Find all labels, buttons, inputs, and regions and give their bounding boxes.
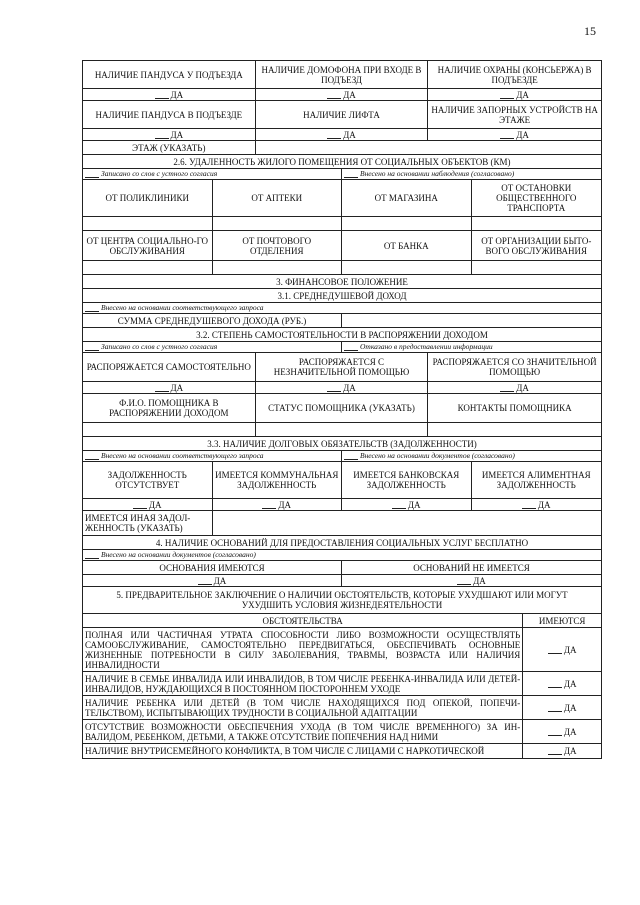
section-3-3-title: 3.3. НАЛИЧИЕ ДОЛГОВЫХ ОБЯЗАТЕЛЬСТВ (ЗАДОЛЖЕННОСТИ) bbox=[207, 438, 477, 449]
section-3-2-title-row bbox=[83, 328, 601, 342]
self-manages-label: РАСПОРЯЖАЕТСЯ САМОСТОЯТЕЛЬНО bbox=[83, 353, 256, 381]
da-checkbox[interactable]: ДА bbox=[256, 89, 429, 100]
distance-field[interactable] bbox=[342, 261, 472, 274]
da-checkbox[interactable]: ДА bbox=[83, 499, 213, 510]
alimony-debt-label: ИМЕЕТСЯ АЛИМЕНТНАЯ ЗАДОЛЖЕННОСТЬ bbox=[481, 470, 591, 490]
other-debt-row bbox=[83, 511, 601, 536]
option-verbal[interactable]: Записано со слов с устного согласия bbox=[83, 342, 342, 352]
distance-values-row-2 bbox=[83, 261, 601, 275]
circumstance-row bbox=[83, 720, 601, 744]
concierge-label: НАЛИЧИЕ ОХРАНЫ (КОНСЬЕРЖА) В ПОДЪЕЗДЕ bbox=[437, 64, 592, 85]
grounds-yes-label: ОСНОВАНИЯ ИМЕЮТСЯ bbox=[83, 561, 342, 574]
circumstance-text: НАЛИЧИЕ РЕБЕНКА ИЛИ ДЕТЕЙ (В ТОМ ЧИСЛЕ НАХОДЯЩИХСЯ ПОД ОПЕКОЙ, ПОПЕЧИ-ТЕЛЬСТВОМ), ИСПЫТЫВАЮЩИХ ТРУДНОСТИ В СОЦИАЛЬНОЙ АДАПТАЦИИ bbox=[83, 696, 523, 719]
distance-row-1 bbox=[83, 180, 601, 217]
section-4-title-row bbox=[83, 536, 601, 550]
circumstance-text: ОТСУТСТВИЕ ВОЗМОЖНОСТИ ОБЕСПЕЧЕНИЯ УХОДА (В ТОМ ЧИСЛЕ ВРЕМЕННОГО) ЗА ИН-ВАЛИДОМ, РЕБЕНКОМ, ДЕТЬМИ, А ТАКЖЕ ОТСУТСТВИЕ ПОПЕЧЕНИЯ НАД НИМИ bbox=[83, 720, 523, 743]
form-table bbox=[82, 60, 602, 759]
section-2-6-options bbox=[83, 169, 601, 180]
distance-pharmacy-label: ОТ АПТЕКИ bbox=[213, 180, 343, 216]
distance-row-2 bbox=[83, 231, 601, 261]
section-5-title-row bbox=[83, 587, 601, 614]
floor-row bbox=[83, 141, 601, 155]
da-checkbox[interactable]: ДА bbox=[342, 499, 472, 510]
income-label: СУММА СРЕДНЕДУШЕВОГО ДОХОДА (РУБ.) bbox=[83, 314, 342, 327]
ramp-inside-label: НАЛИЧИЕ ПАНДУСА В ПОДЪЕЗДЕ bbox=[83, 101, 256, 128]
minor-help-label: РАСПОРЯЖАЕТСЯ С НЕЗНАЧИТЕЛЬНОЙ ПОМОЩЬЮ bbox=[256, 353, 429, 381]
amenities-row-1 bbox=[83, 61, 601, 89]
income-control-da-row bbox=[83, 382, 601, 394]
da-checkbox[interactable]: ДА bbox=[342, 575, 601, 586]
circumstance-text: ПОЛНАЯ ИЛИ ЧАСТИЧНАЯ УТРАТА СПОСОБНОСТИ ЛИБО ВОЗМОЖНОСТИ ОСУЩЕСТВЛЯТЬ САМООБСЛУЖИВАНИЕ, САМОСТОЯТЕЛЬНО ПЕРЕДВИГАТЬСЯ, ОБЕСПЕЧИВАТЬ ОСНОВНЫЕ ЖИЗНЕННЫЕ ПОТРЕБНОСТИ В СИЛУ ЗАБОЛЕВАНИЯ, ТРАВМЫ, ВОЗРАСТА ИЛИ НАЛИЧИЯ ИНВАЛИДНОСТИ bbox=[83, 628, 523, 671]
distance-field[interactable] bbox=[213, 261, 343, 274]
option-documents[interactable]: Внесено на основании документов (согласовано) bbox=[342, 451, 601, 461]
da-checkbox[interactable]: ДА bbox=[472, 499, 602, 510]
locking-devices-label: НАЛИЧИЕ ЗАПОРНЫХ УСТРОЙСТВ НА ЭТАЖЕ bbox=[431, 104, 598, 125]
ramp-entrance-label: НАЛИЧИЕ ПАНДУСА У ПОДЪЕЗДА bbox=[83, 61, 256, 88]
floor-label: ЭТАЖ (УКАЗАТЬ) bbox=[83, 141, 256, 154]
da-checkbox[interactable]: ДА bbox=[256, 129, 429, 140]
distance-values-row-1 bbox=[83, 217, 601, 231]
helper-row bbox=[83, 394, 601, 423]
grounds-da-row bbox=[83, 575, 601, 587]
da-checkbox[interactable]: ДА bbox=[213, 499, 343, 510]
da-checkbox[interactable]: ДА bbox=[523, 672, 601, 695]
distance-field[interactable] bbox=[472, 217, 602, 230]
major-help-label: РАСПОРЯЖАЕТСЯ СО ЗНАЧИТЕЛЬНОЙ ПОМОЩЬЮ bbox=[432, 357, 597, 377]
section-4-title: 4. НАЛИЧИЕ ОСНОВАНИЙ ДЛЯ ПРЕДОСТАВЛЕНИЯ СОЦИАЛЬНЫХ УСЛУГ БЕСПЛАТНО bbox=[155, 537, 529, 548]
helper-values-row bbox=[83, 423, 601, 437]
distance-shop-label: ОТ МАГАЗИНА bbox=[342, 180, 472, 216]
option-observation[interactable]: Внесено на основании наблюдения (согласовано) bbox=[342, 169, 601, 179]
da-checkbox[interactable]: ДА bbox=[428, 382, 601, 393]
section-5-title: 5. ПРЕДВАРИТЕЛЬНОЕ ЗАКЛЮЧЕНИЕ О НАЛИЧИИ ОБСТОЯТЕЛЬСТВ, КОТОРЫЕ УХУДШАЮТ ИЛИ МОГУТ УХУДШИТЬ УСЛОВИЯ ЖИЗНЕДЕЯТЕЛЬНОСТИ bbox=[116, 590, 568, 610]
da-checkbox[interactable]: ДА bbox=[83, 382, 256, 393]
bank-debt-label: ИМЕЕТСЯ БАНКОВСКАЯ ЗАДОЛЖЕННОСТЬ bbox=[342, 462, 472, 498]
income-control-row bbox=[83, 353, 601, 382]
section-5-header-row bbox=[83, 614, 601, 628]
option-documents[interactable]: Внесено на основании документов (согласовано) bbox=[83, 550, 601, 560]
present-header: ИМЕЮТСЯ bbox=[538, 615, 586, 626]
da-checkbox[interactable]: ДА bbox=[523, 628, 601, 671]
circumstances-header: ОБСТОЯТЕЛЬСТВА bbox=[83, 614, 523, 627]
circumstance-row bbox=[83, 672, 601, 696]
section-3-title: 3. ФИНАНСОВОЕ ПОЛОЖЕНИЕ bbox=[276, 276, 408, 287]
da-checkbox[interactable]: ДА bbox=[523, 720, 601, 743]
section-3-2-title: 3.2. СТЕПЕНЬ САМОСТОЯТЕЛЬНОСТИ В РАСПОРЯЖЕНИИ ДОХОДОМ bbox=[196, 329, 488, 340]
option-verbal[interactable]: Записано со слов с устного согласия bbox=[83, 169, 342, 179]
option-request[interactable]: Внесено на основании соответствующего запроса bbox=[83, 451, 342, 461]
section-3-1-title-row bbox=[83, 289, 601, 303]
distance-social-center-label: ОТ ЦЕНТРА СОЦИАЛЬНО-ГО ОБСЛУЖИВАНИЯ bbox=[83, 231, 213, 260]
circumstance-row bbox=[83, 696, 601, 720]
helper-contacts-label: КОНТАКТЫ ПОМОЩНИКА bbox=[457, 403, 572, 413]
circumstance-text: НАЛИЧИЕ ВНУТРИСЕМЕЙНОГО КОНФЛИКТА, В ТОМ ЧИСЛЕ С ЛИЦАМИ С НАРКОТИЧЕСКОЙ bbox=[83, 744, 523, 758]
option-refused[interactable]: Отказано в предоставлении информации bbox=[342, 342, 601, 352]
section-4-options bbox=[83, 550, 601, 561]
da-checkbox[interactable]: ДА bbox=[428, 129, 601, 140]
no-debt-label: ЗАДОЛЖЕННОСТЬ ОТСУТСТВУЕТ bbox=[83, 462, 213, 498]
intercom-label: НАЛИЧИЕ ДОМОФОНА ПРИ ВХОДЕ В ПОДЪЕЗД bbox=[256, 61, 429, 88]
da-checkbox[interactable]: ДА bbox=[83, 129, 256, 140]
helper-name-label: Ф.И.О. ПОМОЩНИКА В РАСПОРЯЖЕНИИ ДОХОДОМ bbox=[83, 394, 256, 422]
helper-status-label: СТАТУС ПОМОЩНИКА (УКАЗАТЬ) bbox=[256, 394, 429, 422]
circumstance-text: НАЛИЧИЕ В СЕМЬЕ ИНВАЛИДА ИЛИ ИНВАЛИДОВ, В ТОМ ЧИСЛЕ РЕБЕНКА-ИНВАЛИДА ИЛИ ДЕТЕЙ-ИНВАЛИДОВ, НУЖДАЮЩИХСЯ В ПОСТОЯННОМ ПОСТОРОННЕМ УХОДЕ bbox=[83, 672, 523, 695]
section-3-2-options bbox=[83, 342, 601, 353]
da-checkbox[interactable]: ДА bbox=[523, 696, 601, 719]
section-3-1-title: 3.1. СРЕДНЕДУШЕВОЙ ДОХОД bbox=[277, 290, 407, 301]
da-checkbox[interactable]: ДА bbox=[256, 382, 429, 393]
da-checkbox[interactable]: ДА bbox=[83, 89, 256, 100]
da-checkbox[interactable]: ДА bbox=[428, 89, 601, 100]
da-checkbox[interactable]: ДА bbox=[523, 744, 601, 758]
amenities-da-row-2 bbox=[83, 129, 601, 141]
distance-services-label: ОТ ОРГАНИЗАЦИИ БЫТО-ВОГО ОБСЛУЖИВАНИЯ bbox=[481, 235, 592, 256]
grounds-row bbox=[83, 561, 601, 575]
grounds-no-label: ОСНОВАНИЙ НЕ ИМЕЕТСЯ bbox=[413, 562, 530, 573]
option-request[interactable]: Внесено на основании соответствующего запроса bbox=[83, 303, 601, 313]
distance-post-office-label: ОТ ПОЧТОВОГО ОТДЕЛЕНИЯ bbox=[213, 231, 343, 260]
distance-clinic-label: ОТ ПОЛИКЛИНИКИ bbox=[83, 180, 213, 216]
other-debt-label: ИМЕЕТСЯ ИНАЯ ЗАДОЛ-ЖЕННОСТЬ (УКАЗАТЬ) bbox=[83, 511, 213, 535]
distance-field[interactable] bbox=[83, 217, 213, 230]
income-field[interactable] bbox=[342, 314, 601, 327]
distance-field[interactable] bbox=[472, 261, 602, 274]
circumstance-row bbox=[83, 744, 601, 758]
section-2-6-title: 2.6. УДАЛЕННОСТЬ ЖИЛОГО ПОМЕЩЕНИЯ ОТ СОЦИАЛЬНЫХ ОБЪЕКТОВ (КМ) bbox=[173, 156, 511, 167]
section-3-title-row bbox=[83, 275, 601, 289]
section-2-6-title-row bbox=[83, 155, 601, 169]
helper-contacts-field[interactable] bbox=[428, 423, 601, 436]
elevator-label: НАЛИЧИЕ ЛИФТА bbox=[256, 101, 429, 128]
debt-da-row bbox=[83, 499, 601, 511]
income-row bbox=[83, 314, 601, 328]
distance-field[interactable] bbox=[83, 261, 213, 274]
section-3-3-options bbox=[83, 451, 601, 462]
section-3-1-options bbox=[83, 303, 601, 314]
distance-field[interactable] bbox=[213, 217, 343, 230]
amenities-row-2 bbox=[83, 101, 601, 129]
debt-row bbox=[83, 462, 601, 499]
helper-status-field[interactable] bbox=[256, 423, 429, 436]
other-debt-field[interactable] bbox=[213, 511, 602, 535]
utility-debt-label: ИМЕЕТСЯ КОММУНАЛЬНАЯ ЗАДОЛЖЕННОСТЬ bbox=[213, 462, 343, 498]
floor-field[interactable] bbox=[256, 141, 601, 154]
helper-name-field[interactable] bbox=[83, 423, 256, 436]
circumstance-row bbox=[83, 628, 601, 672]
page-number: 15 bbox=[584, 24, 596, 38]
section-3-3-title-row bbox=[83, 437, 601, 451]
amenities-da-row-1 bbox=[83, 89, 601, 101]
distance-transport-label: ОТ ОСТАНОВКИ ОБЩЕСТВЕННОГО ТРАНСПОРТА bbox=[496, 183, 577, 213]
distance-field[interactable] bbox=[342, 217, 472, 230]
da-checkbox[interactable]: ДА bbox=[83, 575, 342, 586]
distance-bank-label: ОТ БАНКА bbox=[342, 231, 472, 260]
